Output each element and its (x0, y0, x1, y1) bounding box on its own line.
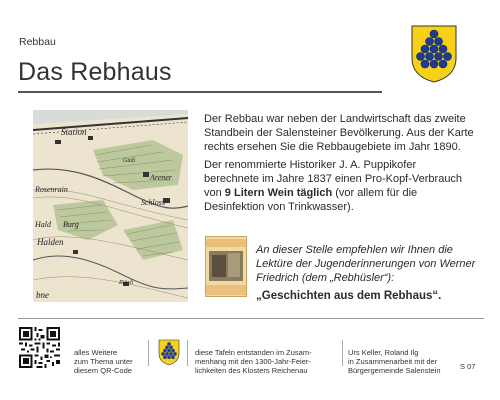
wine-amount-highlight: 9 Litern Wein täglich (224, 187, 333, 200)
paragraph-vineyard-history: Der Rebbau war neben der Landwirtschaft das zweite Standbein der Salensteiner Bevölkerung. Aus der Karte rechts ersehen Sie die Rebbaugebiete im Jahr 1890. (204, 113, 474, 154)
map-label-schloss: Schloss (141, 198, 165, 207)
map-label-rosenrain: Rosenrain (35, 185, 68, 194)
footer-separator (342, 340, 343, 366)
paragraph-wine-consumption: Der renommierte Historiker J. A. Puppikofer berechnete im Jahre 1837 einen Pro-Kopf-Verbrauch von 9 Litern Wein täglich (vor allem für die Desinfektion von Trinkwasser). (204, 158, 463, 214)
map-label-arener: Arener (150, 173, 172, 182)
page-title: Das Rebhaus (18, 58, 172, 86)
map-label-halden: Halden (37, 237, 64, 247)
section-category: Rebbau (19, 36, 56, 48)
page-number: S 07 (460, 362, 476, 371)
reichenau-crest-icon (158, 339, 180, 366)
salenstein-crest-icon (410, 24, 458, 84)
map-label-rueteli: Rüteli (119, 280, 134, 286)
footer-origin-note: diese Tafeln entstanden im Zusam- menhang mit den 1300-Jahr-Feier- lichkeiten des Klosters Reichenau (195, 348, 312, 375)
footer-credits: Urs Keller, Roland Ilg in Zusammenarbeit mit der Bürgergemeinde Salenstein (348, 348, 441, 375)
title-divider (18, 91, 382, 93)
body-text (204, 112, 474, 217)
footer-separator (187, 340, 188, 366)
map-label-guetli: Gütli (123, 158, 136, 164)
book-recommendation: An dieser Stelle empfehlen wir Ihnen die Lektüre der Jugenderinnerungen von Werner Friedrich (dem „Rebhüsler“): (256, 244, 476, 284)
book-title: „Geschichten aus dem Rebhaus“. (256, 290, 442, 302)
qr-code[interactable] (19, 327, 60, 368)
historic-map-1890 (33, 110, 188, 302)
book-cover-image (205, 236, 247, 297)
footer-divider (18, 318, 484, 319)
map-label-station: Station (61, 127, 87, 137)
qr-caption: alles Weitere zum Thema unter diesem QR-Code (74, 348, 133, 375)
map-label-burg: Burg (63, 220, 79, 229)
footer-separator (148, 340, 149, 366)
map-label-hald: Hald (35, 220, 51, 229)
map-label-bne: bne (36, 290, 49, 300)
